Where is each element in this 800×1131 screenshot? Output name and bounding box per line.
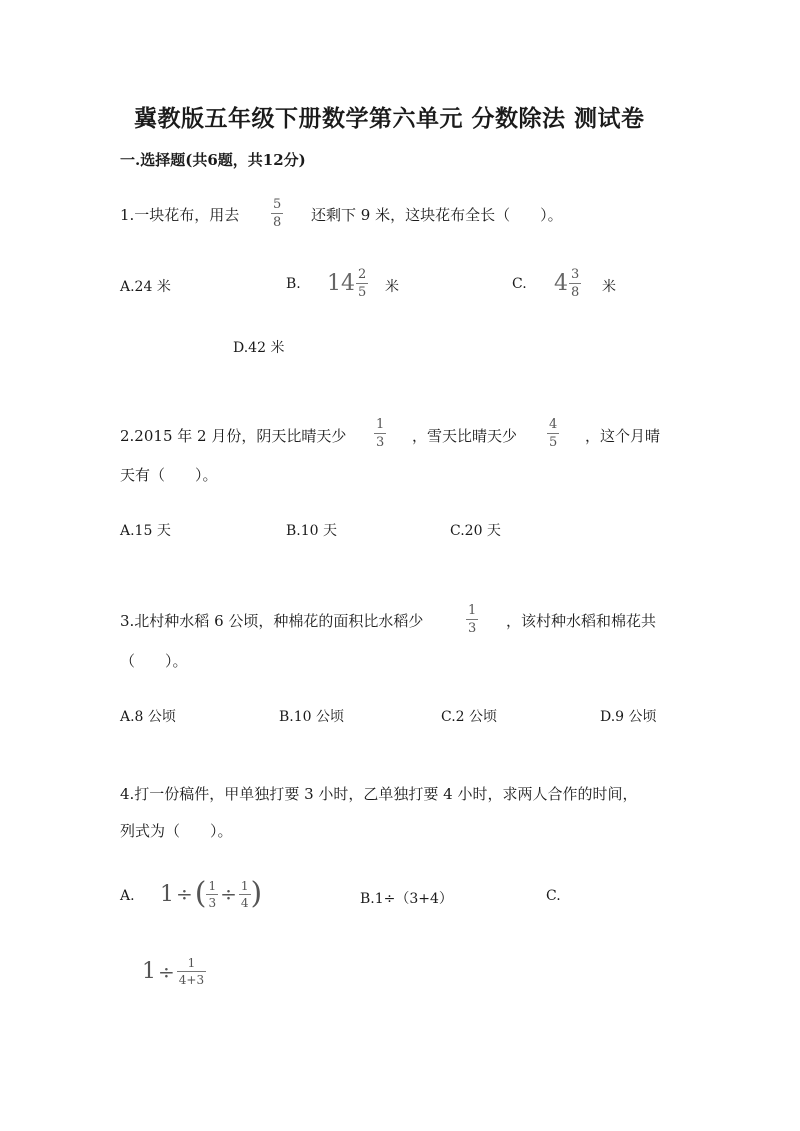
left-paren: (	[194, 876, 207, 911]
fraction	[356, 268, 368, 299]
denominator: 3	[376, 435, 385, 450]
q3-option-d[interactable]: D.9 公顷	[600, 709, 657, 725]
q4-option-c-expression	[142, 957, 206, 986]
q1-option-d[interactable]: D.42 米	[233, 340, 285, 356]
dividend: 1	[160, 881, 174, 907]
question-2-text-line2: 天有（ ）。	[120, 466, 218, 484]
question-3-text-line2: （ ）。	[120, 652, 188, 670]
q4-option-c-label[interactable]: C.	[546, 888, 561, 904]
numerator: 1	[208, 878, 217, 893]
question-1-text-cont: 还剩下 9 米，这块花布全长（ ）。	[311, 206, 563, 224]
divide-sign: ÷	[158, 959, 175, 984]
whole-number: 14	[327, 271, 355, 296]
question-1-fraction	[271, 198, 283, 229]
question-3-text-cont: ，该村种水稻和棉花共	[506, 612, 657, 630]
whole-number: 4	[554, 271, 568, 296]
fraction	[206, 880, 218, 909]
fraction-bar	[177, 971, 206, 972]
denominator: 4	[240, 895, 249, 910]
numerator: 1	[187, 956, 196, 970]
fraction-bar	[271, 213, 283, 214]
fraction-bar	[239, 894, 251, 895]
q3-option-c[interactable]: C.2 公顷	[441, 709, 498, 725]
fraction-bar	[206, 894, 218, 895]
question-2-text-end: ，这个月晴	[585, 427, 661, 445]
q1-option-b-unit: 米	[385, 279, 399, 295]
question-3-text: 3.北村种水稻 6 公顷，种棉花的面积比水稻少	[120, 612, 424, 630]
fraction-bar	[466, 619, 478, 620]
question-2-fraction-2	[547, 418, 559, 449]
fraction-bar	[547, 433, 559, 434]
fraction-bar	[374, 433, 386, 434]
question-4-text-line2: 列式为（ ）。	[120, 822, 233, 840]
question-4-text: 4.打一份稿件，甲单独打要 3 小时，乙单独打要 4 小时，求两人合作的时间，	[120, 785, 638, 803]
q1-option-c-value	[554, 268, 581, 299]
denominator: 3	[468, 621, 477, 636]
fraction-bar	[356, 283, 368, 284]
q4-option-b[interactable]: B.1÷（3+4）	[360, 891, 453, 907]
q1-option-c-unit: 米	[602, 279, 616, 295]
divide-sign: ÷	[220, 882, 237, 906]
q1-option-b-value	[327, 268, 368, 299]
question-3-fraction	[466, 604, 478, 635]
q2-option-b[interactable]: B.10 天	[286, 523, 338, 539]
denominator: 3	[208, 895, 217, 910]
numerator: 5	[273, 197, 282, 212]
numerator: 1	[468, 603, 477, 618]
denominator: 8	[273, 215, 282, 230]
q1-option-a[interactable]: A.24 米	[120, 279, 171, 295]
section-heading: 一.选择题(共6题，共12分)	[120, 151, 306, 169]
fraction-bar	[569, 283, 581, 284]
numerator: 3	[571, 267, 580, 282]
q3-option-a[interactable]: A.8 公顷	[120, 709, 176, 725]
question-2-text-cont: ，雪天比晴天少	[412, 427, 518, 445]
fraction	[569, 268, 581, 299]
denominator: 4+3	[178, 973, 205, 987]
numerator: 1	[376, 417, 385, 432]
fraction	[239, 880, 251, 909]
q4-option-a-expression	[160, 876, 263, 911]
denominator: 8	[571, 285, 580, 300]
question-2-text: 2.2015 年 2 月份，阴天比晴天少	[120, 427, 347, 445]
q4-option-a-label[interactable]: A.	[120, 888, 135, 904]
right-paren: )	[250, 876, 263, 911]
question-2-fraction-1	[374, 418, 386, 449]
numerator: 2	[358, 267, 367, 282]
denominator: 5	[358, 285, 367, 300]
q2-option-a[interactable]: A.15 天	[120, 523, 171, 539]
page-title: 冀教版五年级下册数学第六单元 分数除法 测试卷	[134, 105, 645, 132]
numerator: 4	[549, 417, 558, 432]
q3-option-b[interactable]: B.10 公顷	[279, 709, 345, 725]
fraction	[177, 957, 206, 986]
dividend: 1	[142, 959, 156, 984]
question-1-text: 1.一块花布，用去	[120, 206, 240, 224]
numerator: 1	[240, 878, 249, 893]
divide-sign: ÷	[176, 882, 193, 906]
q1-option-b-label[interactable]: B.	[286, 276, 301, 292]
q2-option-c[interactable]: C.20 天	[450, 523, 501, 539]
denominator: 5	[549, 435, 558, 450]
q1-option-c-label[interactable]: C.	[512, 276, 527, 292]
